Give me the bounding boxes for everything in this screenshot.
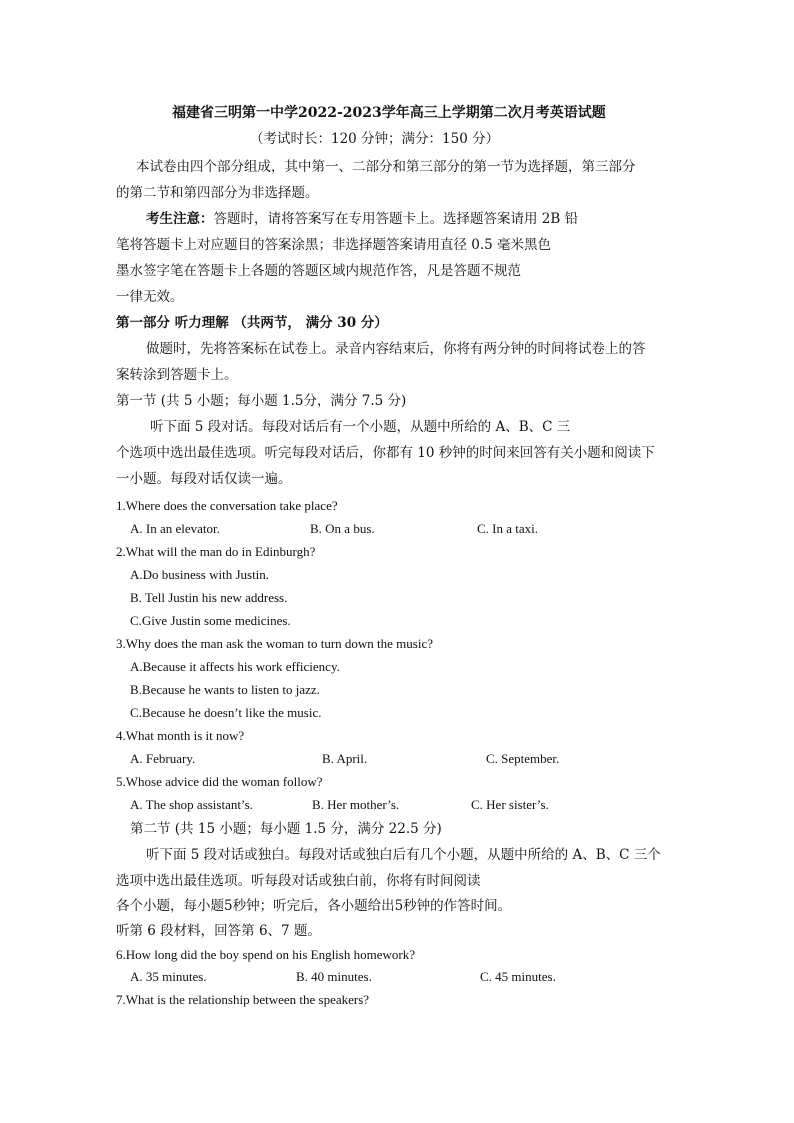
option-b: B. April. [322, 751, 368, 766]
part1-heading: 第一部分 听力理解 （共两节， 满分 30 分） [116, 315, 388, 331]
option-a: A. The shop assistant’s. [130, 797, 253, 812]
question-stem: 4.What month is it now? [116, 728, 245, 743]
option-a: A.Do business with Justin. [130, 567, 270, 582]
question-stem: 7.What is the relationship between the speakers? [116, 992, 370, 1007]
section1-instruction: 听下面 5 段对话。每段对话后有一个小题，从题中所给的 A、B、C 三 [150, 419, 571, 435]
question-stem: 1.Where does the conversation take place? [116, 498, 338, 513]
material-instruction: 听第 6 段材料，回答第 6、7 题。 [116, 923, 321, 939]
section2-heading: 第二节 (共 15 小题；每小题 1.5 分，满分 22.5 分) [130, 821, 442, 837]
section1-heading: 第一节 (共 5 小题；每小题 1.5分，满分 7.5 分) [116, 393, 407, 409]
option-b: B. On a bus. [310, 521, 375, 536]
option-c: C.Because he doesn’t like the music. [130, 705, 322, 720]
notice-line: 笔将答题卡上对应题目的答案涂黑；非选择题答案请用直径 0.5 毫米黑色 [116, 237, 552, 253]
option-c: C. 45 minutes. [480, 969, 556, 984]
option-b: B. 40 minutes. [296, 969, 372, 984]
intro-line: 的第二节和第四部分为非选择题。 [116, 185, 319, 201]
exam-info: （考试时长：120 分钟；满分：150 分） [250, 131, 500, 147]
notice-label: 考生注意： [146, 211, 214, 227]
question-stem: 6.How long did the boy spend on his English homework? [116, 947, 415, 962]
notice-line: 墨水签字笔在答题卡上各题的答题区域内规范作答，凡是答题不规范 [116, 263, 521, 279]
question-stem: 3.Why does the man ask the woman to turn down the music? [116, 636, 433, 651]
question-stem: 5.Whose advice did the woman follow? [116, 774, 323, 789]
option-a: A. 35 minutes. [130, 969, 207, 984]
option-c: C. Her sister’s. [471, 797, 549, 812]
option-a: A.Because it affects his work efficiency. [130, 659, 340, 674]
intro-line: 本试卷由四个部分组成，其中第一、二部分和第三部分的第一节为选择题，第三部分 [136, 159, 636, 175]
section2-instruction: 各个小题，每小题5秒钟；听完后，各小题给出5秒钟的作答时间。 [116, 898, 512, 914]
section2-instruction: 选项中选出最佳选项。听每段对话或独白前，你将有时间阅读 [116, 873, 481, 889]
section1-instruction: 个选项中选出最佳选项。听完每段对话后，你都有 10 秒钟的时间来回答有关小题和阅读下 [116, 445, 655, 461]
question-stem: 2.What will the man do in Edinburgh? [116, 544, 316, 559]
notice-line [146, 210, 578, 228]
option-a: A. February. [130, 751, 196, 766]
section1-instruction: 一小题。每段对话仅读一遍。 [116, 471, 292, 487]
option-b: B.Because he wants to listen to jazz. [130, 682, 320, 697]
notice-line: 一律无效。 [116, 289, 184, 305]
section2-instruction: 听下面 5 段对话或独白。每段对话或独白后有几个小题，从题中所给的 A、B、C 三个 [146, 847, 661, 863]
instruction-line: 做题时，先将答案标在试卷上。录音内容结束后，你将有两分钟的时间将试卷上的答 [146, 341, 646, 357]
option-c: C.Give Justin some medicines. [130, 613, 291, 628]
notice-text: 答题时，请将答案写在专用答题卡上。选择题答案请用 2B 铅 [213, 211, 579, 227]
page-title: 福建省三明第一中学2022-2023学年高三上学期第二次月考英语试题 [172, 105, 606, 121]
option-b: B. Her mother’s. [312, 797, 400, 812]
option-b: B. Tell Justin his new address. [130, 590, 288, 605]
option-c: C. In a taxi. [477, 521, 539, 536]
option-a: A. In an elevator. [130, 521, 220, 536]
option-c: C. September. [486, 751, 560, 766]
instruction-line: 案转涂到答题卡上。 [116, 367, 238, 383]
